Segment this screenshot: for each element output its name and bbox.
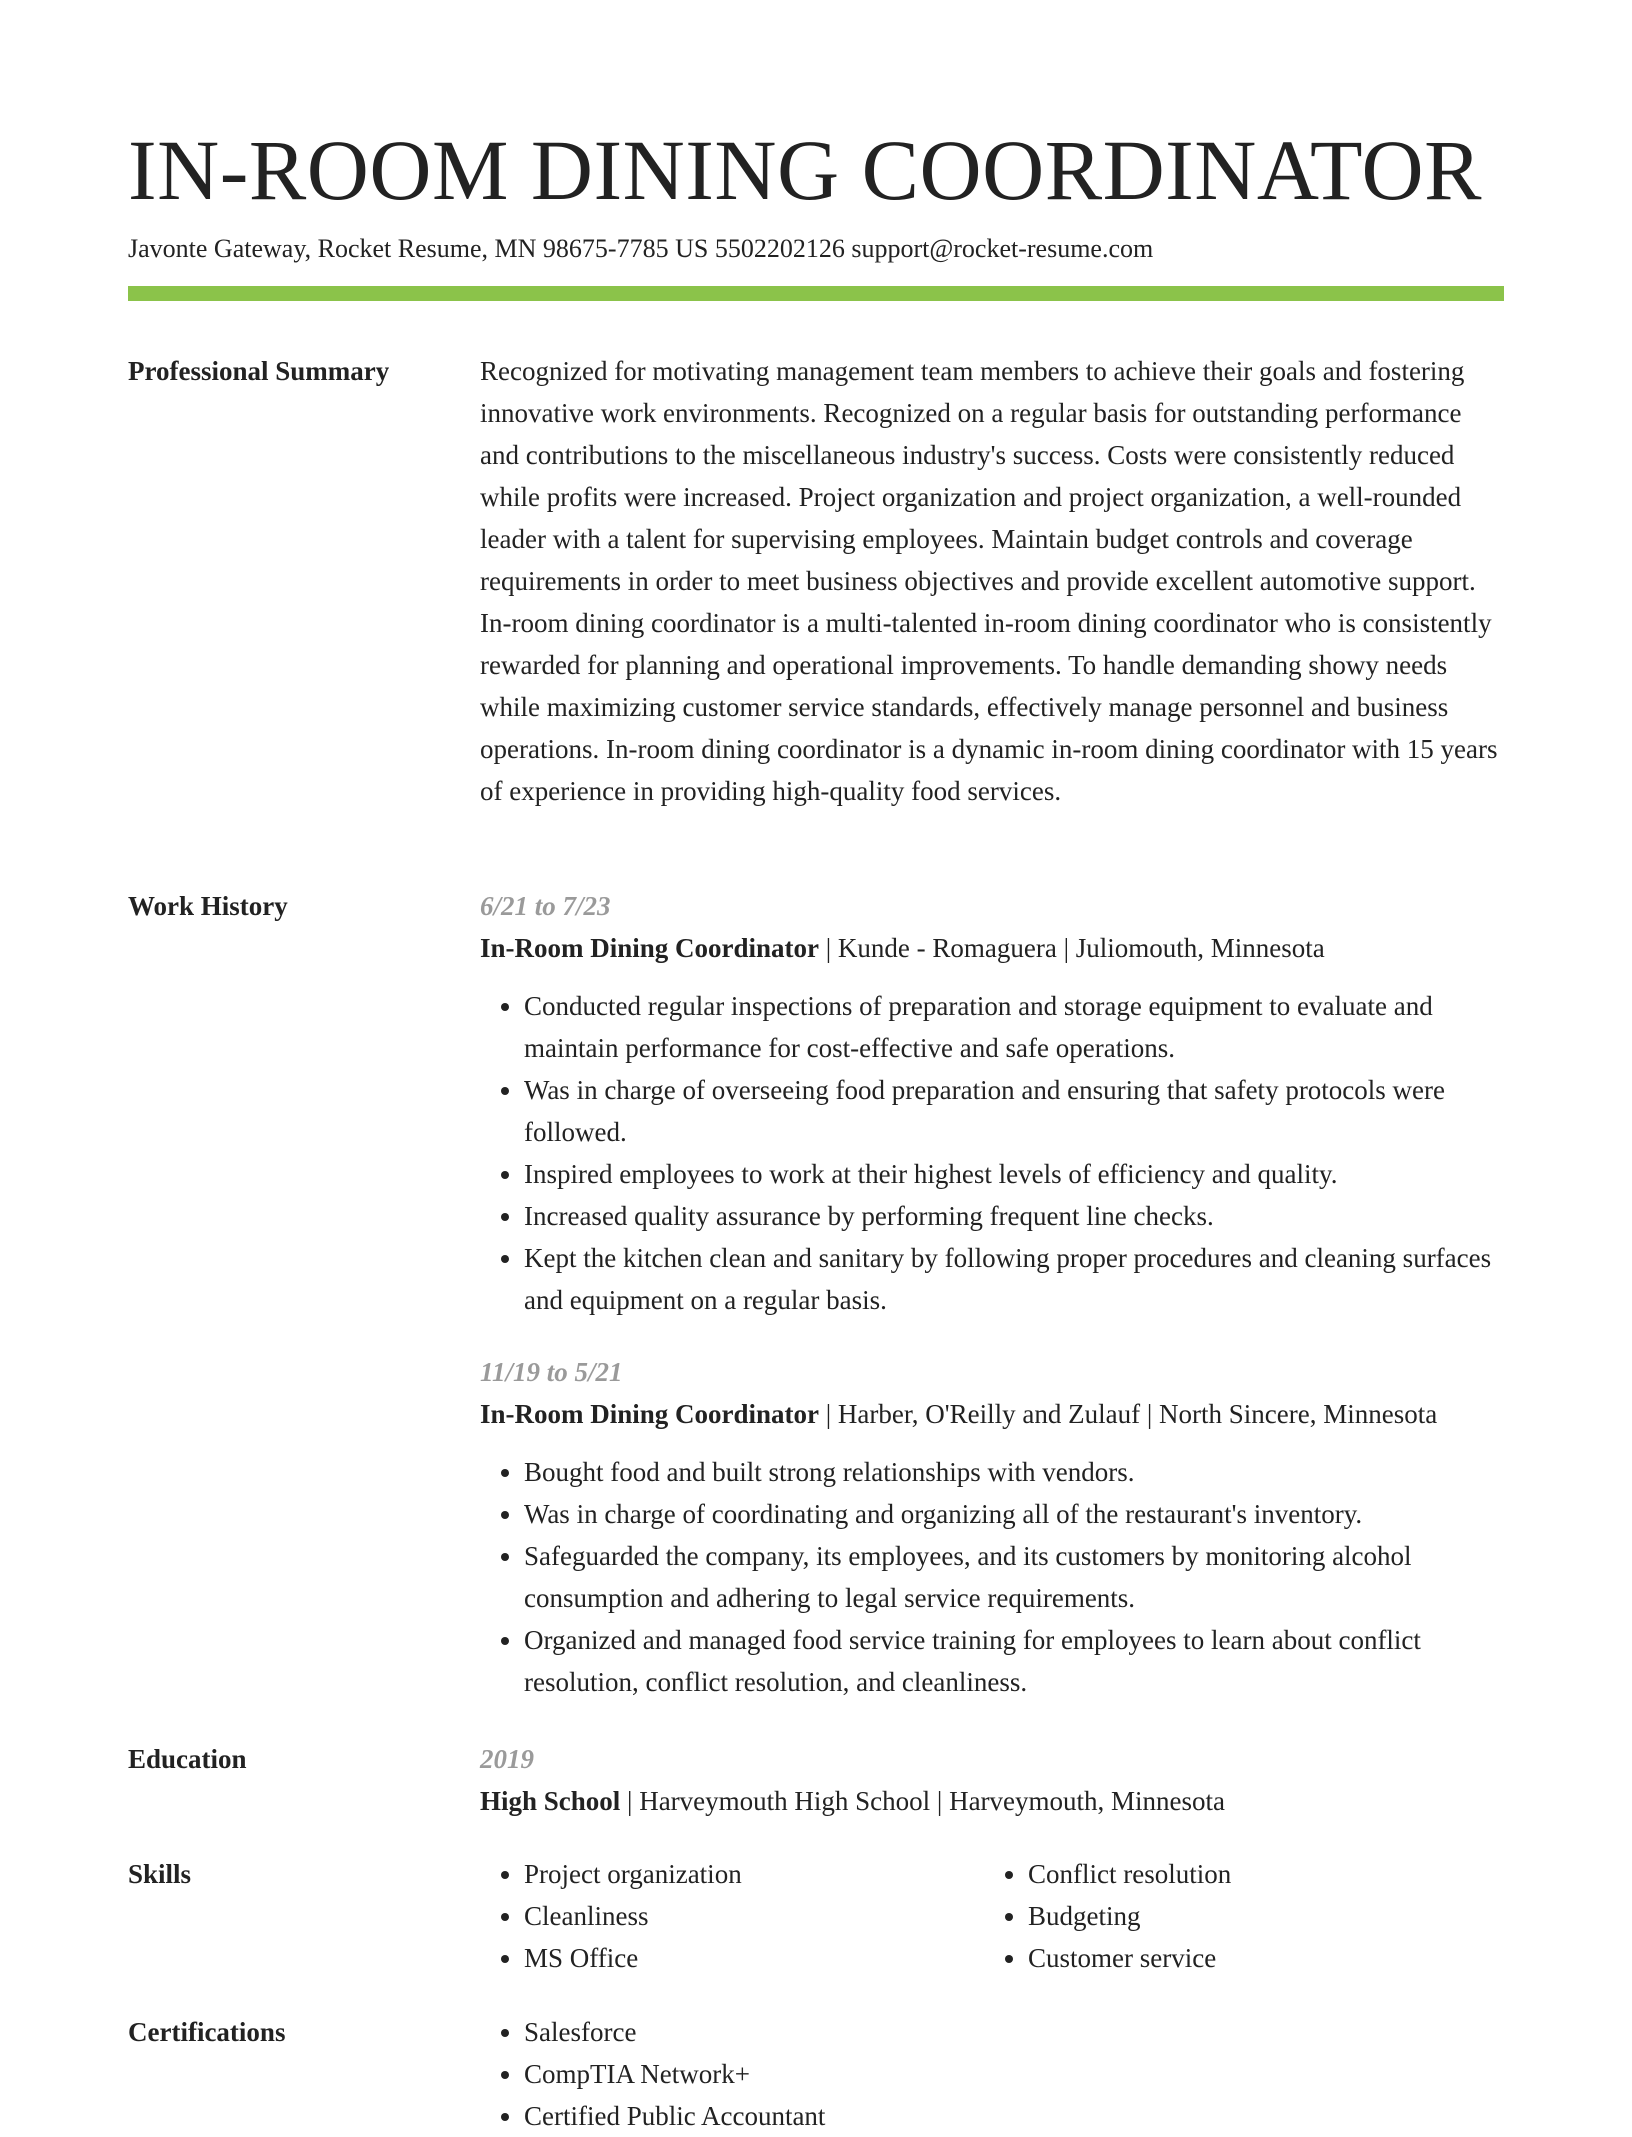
summary-text: Recognized for motivating management team members to achieve their goals and fostering innovative work environments. Recognized on a regular basis for outstanding performance and contributions to the miscellaneous industry's success. Costs were consistently reduced while profits were increased. Project organization and project organization, a well-rounded leader with a talent for supervising employees. Maintain budget controls and coverage requirements in order to meet business objectives and provide excellent automotive support. In-room dining coordinator is a multi-talented in-room dining coordinator who is consistently rewarded for planning and operational improvements. To handle demanding showy needs while maximizing customer service standards, effectively manage personnel and business operations. In-room dining coordinator is a dynamic in-room dining coordinator with 15 years of experience in providing high-quality food services. (480, 356, 1498, 806)
summary-heading: Professional Summary (128, 356, 390, 386)
job-bullet: • Was in charge of overseeing food preparation and ensuring that safety protocols were followed. (524, 1069, 1504, 1153)
job-dates: 11/19 to 5/21 (480, 1357, 623, 1387)
skills-heading: Skills (128, 1859, 192, 1889)
job-dates: 6/21 to 7/23 (480, 891, 611, 921)
skills-list-right (984, 1853, 1488, 1979)
job-bullet: • Inspired employees to work at their highest levels of efficiency and quality. (524, 1153, 1504, 1195)
work-history-body (480, 885, 1504, 1703)
education-details: | Harveymouth High School | Harveymouth, Minnesota (620, 1786, 1226, 1816)
job-details: | Harber, O'Reilly and Zulauf | North Sincere, Minnesota (819, 1399, 1438, 1429)
contact-line: Javonte Gateway, Rocket Resume, MN 98675-7785 US 5502202126 support@rocket-resume.com (128, 234, 1154, 263)
skill-item: • Customer service (1028, 1937, 1488, 1979)
job-bullet: • Safeguarded the company, its employees, and its customers by monitoring alcohol consumption and adhering to legal service requirements. (524, 1535, 1504, 1619)
resume-title: IN-ROOM DINING COORDINATOR (128, 122, 1482, 218)
job-bullet: • Bought food and built strong relationships with vendors. (524, 1451, 1504, 1493)
certification-item: • Certified Public Accountant (524, 2095, 1504, 2137)
job-bullet: • Increased quality assurance by performing frequent line checks. (524, 1195, 1504, 1237)
job-role: In-Room Dining Coordinator (480, 1399, 820, 1429)
education-line (480, 1780, 1504, 1822)
job-bullet: • Conducted regular inspections of preparation and storage equipment to evaluate and maintain performance for cost-effective and safe operations. (524, 985, 1504, 1069)
skills-body (480, 1853, 1504, 1979)
skill-item: • Budgeting (1028, 1895, 1488, 1937)
skill-item: • MS Office (524, 1937, 984, 1979)
education-year: 2019 (480, 1744, 534, 1774)
work-history-heading: Work History (128, 891, 288, 921)
skill-item: • Cleanliness (524, 1895, 984, 1937)
skills-columns (480, 1853, 1504, 1979)
job-title-line (480, 927, 1504, 969)
job-bullets (480, 985, 1504, 1321)
skill-item: • Project organization (524, 1853, 984, 1895)
certification-item: • CompTIA Network+ (524, 2053, 1504, 2095)
certifications-heading: Certifications (128, 2017, 286, 2047)
job-role: In-Room Dining Coordinator (480, 933, 820, 963)
certification-item: • Salesforce (524, 2011, 1504, 2053)
certifications-list (480, 2011, 1504, 2137)
summary-body (480, 350, 1504, 812)
education-heading: Education (128, 1744, 247, 1774)
job-entry (480, 885, 1504, 1321)
job-bullets (480, 1451, 1504, 1703)
job-bullet: • Kept the kitchen clean and sanitary by following proper procedures and cleaning surfaces and equipment on a regular basis. (524, 1237, 1504, 1321)
job-title-line (480, 1393, 1504, 1435)
job-bullet: • Was in charge of coordinating and organizing all of the restaurant's inventory. (524, 1493, 1504, 1535)
job-entry (480, 1351, 1504, 1703)
job-bullet: • Organized and managed food service training for employees to learn about conflict resolution, conflict resolution, and cleanliness. (524, 1619, 1504, 1703)
certifications-body (480, 2011, 1504, 2137)
accent-divider (128, 286, 1504, 301)
job-details: | Kunde - Romaguera | Juliomouth, Minnesota (819, 933, 1325, 963)
skills-list-left (480, 1853, 984, 1979)
skill-item: • Conflict resolution (1028, 1853, 1488, 1895)
education-degree: High School (480, 1786, 621, 1816)
education-body (480, 1738, 1504, 1822)
